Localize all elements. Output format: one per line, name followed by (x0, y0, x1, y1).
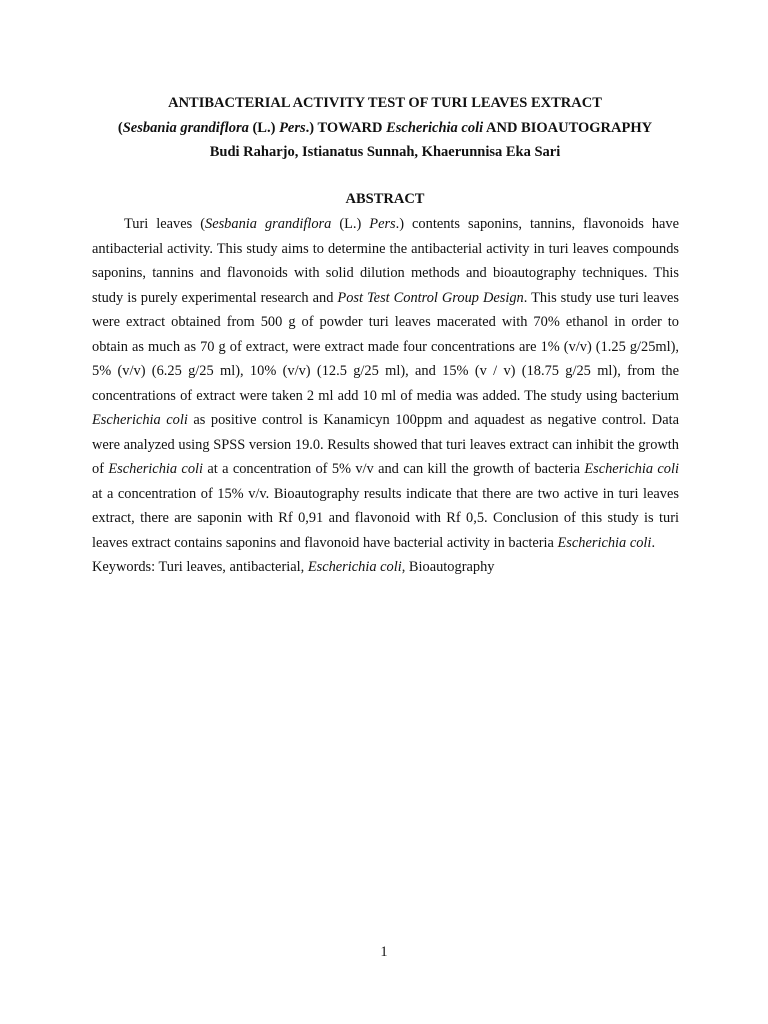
title-authority-a: (L.) (248, 119, 280, 136)
title-tail: AND BIOAUTOGRAPHY (483, 119, 653, 136)
keywords-line (92, 555, 679, 580)
abstract-text-4: . This study use turi leaves were extract obtained from 500 g of powder turi leaves macerated with 70% ethanol in order to obtain as much as 70 g of extract, were extract made four concentrations are 1% (v/v) (1.25 g/25ml), 5% (v/v) (6.25 g/25 ml), 10% (v/v) (12.5 g/25 ml), and 15% (v / v) (18.75 g/25 ml), from the concentrations of extract were taken 2 ml add 10 ml of media was added. The study using bacterium (92, 289, 680, 404)
title-toward: .) TOWARD (305, 119, 387, 136)
keywords-prefix: Keywords: Turi leaves, antibacterial, (92, 559, 308, 575)
keywords-bacterium-name: Escherichia coli (307, 559, 402, 575)
abstract-design-name: Post Test Control Group Design (337, 289, 524, 306)
title-bacterium-name: Escherichia coli (386, 119, 484, 136)
paper-title-block (92, 91, 678, 165)
abstract-heading: ABSTRACT (345, 191, 425, 207)
abstract-text-1: Turi leaves ( (124, 216, 205, 232)
title-open-paren: ( (117, 119, 123, 136)
author-list: Budi Raharjo, Istianatus Sunnah, Khaerunnisa Eka Sari (209, 144, 561, 160)
abstract-species-name: Sesbania grandiflora (205, 216, 332, 232)
title-line-2 (92, 116, 678, 141)
abstract-bacterium-name-3: Escherichia coli (584, 461, 679, 477)
abstract-bacterium-name-2: Escherichia coli (108, 461, 204, 477)
title-line-1: ANTIBACTERIAL ACTIVITY TEST OF TURI LEAVES EXTRACT (168, 95, 602, 111)
keywords-suffix: , Bioautography (401, 559, 495, 575)
page-number: 1 (380, 944, 388, 960)
abstract-bacterium-name-1: Escherichia coli (92, 412, 188, 428)
abstract-text-7: at a concentration of 15% v/v. Bioautography results indicate that there are two active in turi leaves extract, there are saponin with Rf 0,91 and flavonoid with Rf 0,5. Conclusion of this study is turi leaves extract contains saponins and flavonoid have bacterial activity in bacteria (92, 485, 679, 551)
abstract-text-5: as positive control is Kanamicyn 100ppm and aquadest as negative control. Data were analyzed using SPSS version 19.0. Results showed that turi leaves extract can inhibit the growth of (92, 412, 679, 477)
title-authority-b: Pers (279, 119, 306, 136)
abstract-text-8: . (651, 534, 656, 551)
title-species-name: Sesbania grandiflora (122, 119, 249, 136)
abstract-text-3: .) contents saponins, tannins, flavonoids have antibacterial activity. This study aims to determine the antibacterial activity in turi leaves compounds saponins, tannins and flavonoids with solid dilution methods and bioautography techniques. This study is purely experimental research and (92, 216, 680, 306)
abstract-text-2: (L.) (331, 216, 370, 232)
abstract-text-6: at a concentration of 5% v/v and can kill the growth of bacteria (203, 461, 585, 477)
abstract-species-authority: Pers (369, 216, 396, 232)
abstract-body (92, 212, 679, 555)
abstract-bacterium-name-4: Escherichia coli (557, 534, 652, 551)
